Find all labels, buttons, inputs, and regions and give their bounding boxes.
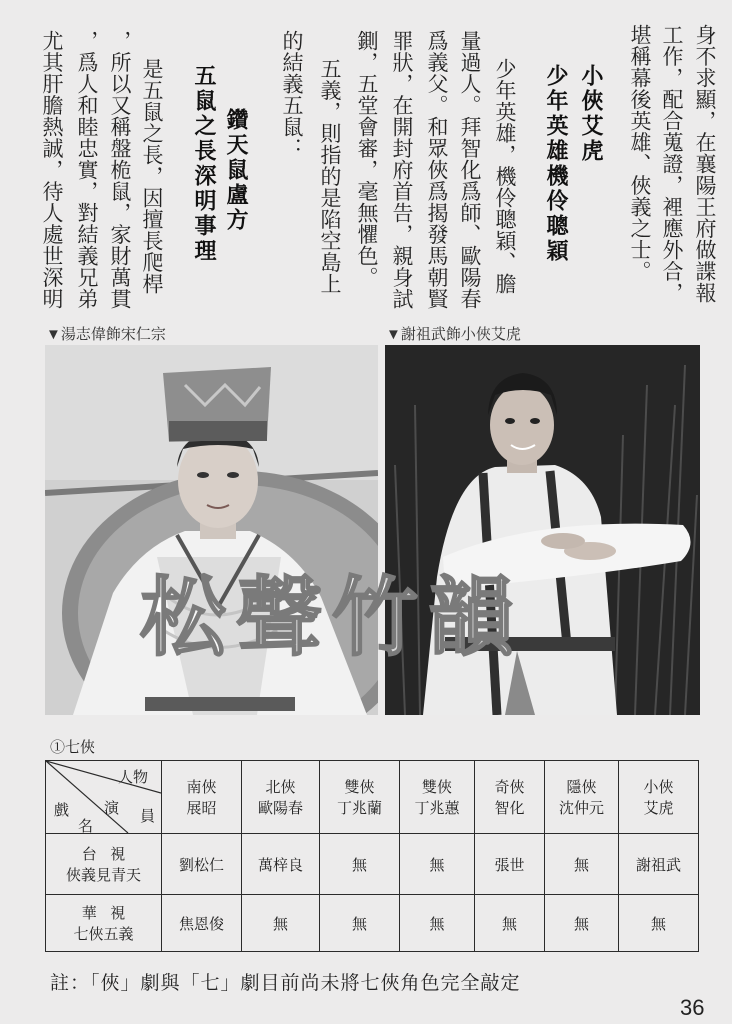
hero-title: 雙俠	[421, 779, 452, 796]
cast-cell: 無	[400, 834, 475, 895]
cast-cell: 無	[320, 895, 400, 952]
drama-cell	[46, 834, 162, 895]
section2-title: 鑽天鼠盧方	[223, 108, 248, 233]
hero-title: 雙俠	[344, 779, 375, 796]
cast-cell: 無	[545, 895, 619, 952]
table-header-row	[46, 761, 699, 834]
cast-cell: 萬梓良	[242, 834, 320, 895]
cast-table	[45, 760, 699, 952]
drama-title: 七俠五義	[73, 926, 134, 943]
hero-title: 小俠	[643, 779, 674, 796]
hero-name: 丁兆蕙	[414, 800, 460, 817]
intro-column-1: 身不求顯，在襄陽王府做諜報	[693, 24, 717, 304]
section1-column-4: 罪狀，在開封府首告，親身試	[390, 30, 414, 310]
section1-column-2: 量過人。拜智化爲師、歐陽春	[458, 30, 482, 310]
hero-face	[490, 385, 554, 465]
cast-cell: 劉松仁	[162, 834, 242, 895]
section1-column-3: 爲義父。和眾俠爲揭發馬朝賢	[425, 30, 449, 310]
drama-cell	[46, 895, 162, 952]
table-caption: ①七俠	[50, 739, 96, 756]
hero-name: 展昭	[186, 800, 217, 817]
cast-cell: 焦恩俊	[162, 895, 242, 952]
watermark: 松聲竹韻	[140, 567, 524, 668]
network-label: 華視	[81, 905, 139, 922]
network-label: 台視	[81, 846, 139, 863]
hero-header-cell	[162, 761, 242, 834]
corner-drama-label-1: 戲	[54, 802, 70, 819]
cast-cell: 無	[619, 895, 699, 952]
section2-column-2: ，所以又稱盤桅鼠，家財萬貫	[108, 30, 132, 310]
table-row	[46, 834, 699, 895]
corner-actor-label-1: 演	[104, 800, 120, 817]
hero-name: 沈仲元	[558, 800, 604, 817]
hero-header-cell	[475, 761, 545, 834]
table-row	[46, 895, 699, 952]
left-photo-caption: ▼湯志偉飾宋仁宗	[46, 326, 166, 343]
cast-cell: 無	[320, 834, 400, 895]
section1-column-7: 的結義五鼠：	[280, 30, 304, 159]
hero-name: 艾虎	[643, 800, 674, 817]
cast-cell: 無	[400, 895, 475, 952]
hero-name: 丁兆蘭	[336, 800, 382, 817]
cast-cell: 無	[545, 834, 619, 895]
corner-cell	[46, 761, 162, 834]
hero-title: 南俠	[186, 779, 217, 796]
cast-cell: 無	[242, 895, 320, 952]
section2-subtitle: 五鼠之長深明事理	[191, 64, 216, 264]
hero-header-cell	[545, 761, 619, 834]
intro-column-3: 堪稱幕後英雄、俠義之士。	[628, 24, 652, 282]
intro-column-2: 工作，配合蒐證，裡應外合，	[660, 24, 684, 304]
right-photo-caption: ▼謝祖武飾小俠艾虎	[386, 326, 521, 343]
table-note: 註：「俠」劇與「七」劇目前尚未將七俠角色完全敲定	[50, 973, 521, 994]
section2-column-3: ，爲人和睦忠實，對結義兄弟	[75, 30, 99, 310]
emperor-face	[178, 434, 258, 528]
hero-header-cell	[619, 761, 699, 834]
section1-subtitle: 少年英雄機伶聰穎	[543, 64, 568, 264]
corner-drama-label-2: 名	[78, 818, 94, 835]
section1-title: 小俠艾虎	[578, 64, 603, 164]
hero-header-cell	[320, 761, 400, 834]
cast-cell: 張世	[475, 834, 545, 895]
hero-name: 智化	[494, 800, 525, 817]
corner-role-label: 人物	[118, 769, 149, 786]
hero-title: 北俠	[265, 779, 296, 796]
section1-column-1: 少年英雄，機伶聰穎、膽	[493, 58, 517, 295]
hero-name: 歐陽春	[257, 800, 303, 817]
drama-title: 俠義見青天	[65, 867, 141, 884]
hero-title: 隱俠	[566, 779, 597, 796]
hero-header-cell	[242, 761, 320, 834]
section1-column-5: 鍘，五堂會審，毫無懼色。	[355, 30, 379, 288]
hero-header-cell	[400, 761, 475, 834]
hero-title: 奇俠	[494, 779, 525, 796]
cast-cell: 無	[475, 895, 545, 952]
section2-column-4: 尤其肝膽熱誠，待人處世深明	[40, 30, 64, 310]
cast-cell: 謝祖武	[619, 834, 699, 895]
section1-column-6: 五義，則指的是陷空島上	[318, 58, 342, 295]
page-number: 36	[680, 995, 705, 1020]
section2-column-1: 是五鼠之長，因擅長爬桿	[140, 58, 164, 295]
corner-actor-label-2: 員	[140, 808, 156, 825]
